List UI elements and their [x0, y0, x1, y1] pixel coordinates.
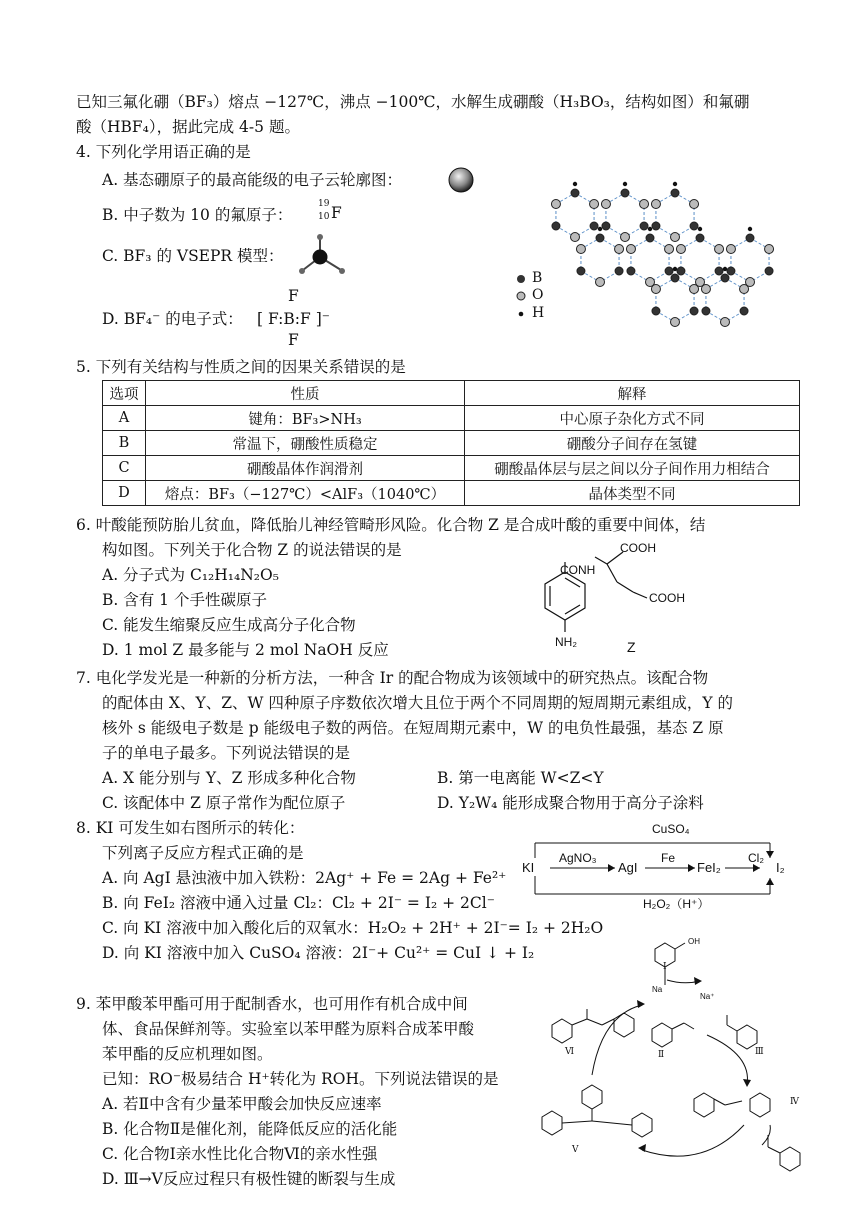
boron-atom: [652, 307, 660, 315]
hydrogen-bond-ring: [581, 238, 619, 282]
q4-stem: 4. 下列化学用语正确的是: [76, 143, 251, 161]
boron-atom: [702, 307, 710, 315]
oxygen-atom: [740, 285, 749, 294]
hydrogen-atom: [648, 227, 652, 231]
oxygen-atom: [640, 200, 649, 209]
boron-atom: [577, 267, 585, 275]
boron-atom: [602, 222, 610, 230]
table-cell: B: [103, 431, 146, 456]
oxygen-atom: [651, 285, 660, 294]
oxygen-atom: [715, 245, 724, 254]
table-header-row: [103, 381, 800, 406]
legend-h: H: [532, 305, 545, 321]
q8-option-a: A. 向 AgI 悬浊液中加入铁粉：2Ag⁺ + Fe = 2Ag + Fe²⁺: [102, 869, 507, 887]
boron-atom: [590, 222, 598, 230]
boron-atom: [571, 189, 579, 197]
boron-atom: [552, 222, 560, 230]
oxygen-atom: [671, 233, 680, 242]
boron-atom: [646, 234, 654, 242]
q4-b-atomic-number: 10: [318, 212, 330, 222]
boron-atom: [690, 307, 698, 315]
hydrogen-bond-ring: [631, 238, 669, 282]
q7-option-a: A. X 能分别与 Y、Z 形成多种化合物: [102, 769, 356, 787]
q4-b-symbol: F: [331, 204, 342, 222]
q9-stem-3: 苯甲酯的反应机理如图。: [102, 1045, 273, 1063]
legend-markers: [515, 272, 529, 322]
compound-label-iii: Ⅲ: [755, 1047, 764, 1057]
boron-atom: [640, 222, 648, 230]
oxygen-atom: [721, 318, 730, 327]
table-row: [103, 481, 800, 506]
boron-atom: [671, 274, 679, 282]
table-cell: 键角：BF₃>NH₃: [146, 406, 465, 431]
q8-arrow-label: AgNO₃: [559, 851, 597, 865]
oxygen-atom: [621, 233, 630, 242]
q8-option-c: C. 向 KI 溶液中加入酸化后的双氧水：H₂O₂ + 2H⁺ + 2I⁻= I₂ + 2H₂O: [102, 919, 604, 937]
oxygen-atom: [690, 285, 699, 294]
q8-arrow-label: Cl₂: [748, 851, 764, 865]
oxygen-atom: [596, 278, 605, 287]
oxygen-atom: [601, 200, 610, 209]
q4-option-b: B. 中子数为 10 的氟原子：: [102, 206, 293, 224]
q4-option-d: D. BF₄⁻ 的电子式：: [102, 310, 243, 328]
q8-arrow-label: Fe: [661, 851, 676, 865]
q9-stem-2: 体、食品保鲜剂等。实验室以苯甲醛为原料合成苯甲酸: [102, 1020, 475, 1038]
boron-atom: [727, 267, 735, 275]
hydrogen-atom: [673, 267, 677, 271]
q4-option-c: C. BF₃ 的 VSEPR 模型：: [102, 247, 284, 265]
boron-atom: [696, 234, 704, 242]
compound-label-vi: Ⅵ: [565, 1047, 575, 1057]
q4-option-a: A. 基态硼原子的最高能级的电子云轮廓图：: [102, 171, 403, 189]
legend-b: B: [532, 270, 543, 286]
q6-option-a: A. 分子式为 C₁₂H₁₄N₂O₅: [102, 566, 279, 584]
q8-node-i2: I₂: [776, 860, 785, 875]
q9-stem-1: 9. 苯甲酸苯甲酯可用于配制香水，也可用作有机合成中间: [76, 995, 468, 1013]
vsepr-model-icon: [295, 230, 355, 280]
oxygen-atom: [701, 285, 710, 294]
oxygen-atom: [590, 200, 599, 209]
q4-d-formula: [ F:B:F ]⁻: [257, 310, 330, 328]
z-cooh-top: COOH: [620, 541, 656, 555]
z-label: Z: [627, 639, 636, 655]
sphere-orbital-icon: [448, 167, 476, 193]
hydrogen-bond-ring: [656, 193, 694, 237]
q8-option-b: B. 向 FeI₂ 溶液中通入过量 Cl₂：Cl₂ + 2I⁻ = I₂ + 2Cl⁻: [102, 894, 495, 912]
boron-atom: [615, 267, 623, 275]
q7-stem-4: 子的单电子最多。下列说法错误的是: [102, 744, 351, 762]
q6-option-c: C. 能发生缩聚反应生成高分子化合物: [102, 616, 356, 634]
q7-stem-1: 7. 电化学发光是一种新的分析方法，一种含 Ir 的配合物成为该领域中的研究热点。该配合物: [76, 669, 709, 687]
q8-stem-2: 下列离子反应方程式正确的是: [102, 844, 304, 862]
intro-line-2: 酸（HBF₄），据此完成 4-5 题。: [76, 118, 300, 136]
oxygen-atom: [765, 245, 774, 254]
table-row: [103, 406, 800, 431]
boron-atom: [621, 189, 629, 197]
q5-table: [102, 380, 800, 506]
boron-atom: [665, 267, 673, 275]
legend-o: O: [532, 287, 544, 303]
oxygen-atom: [576, 245, 585, 254]
q8-node-fei2: FeI₂: [697, 860, 721, 875]
boron-atom: [740, 307, 748, 315]
oxygen-atom: [615, 245, 624, 254]
q8-node-agi: AgI: [618, 860, 638, 875]
compound-label-ii: Ⅱ: [658, 1050, 665, 1060]
q7-stem-3: 核外 s 能级电子数是 p 能级电子数的两倍。在短周期元素中，W 的电负性最强，基态 Z 原: [102, 719, 724, 737]
compound-label-iv: Ⅳ: [790, 1097, 799, 1107]
hydrogen-atom: [748, 227, 752, 231]
q9-oh-label: OH: [688, 937, 700, 946]
q6-stem-2: 构如图。下列关于化合物 Z 的说法错误的是: [102, 541, 402, 559]
boron-atom: [652, 222, 660, 230]
q8-diagram-bottom: H₂O₂（H⁺）: [643, 897, 710, 911]
oxygen-atom: [626, 245, 635, 254]
q8-node-ki: KI: [522, 860, 535, 875]
q5-stem: 5. 下列有关结构与性质之间的因果关系错误的是: [76, 358, 406, 376]
q6-option-d: D. 1 mol Z 最多能与 2 mol NaOH 反应: [102, 641, 389, 659]
table-header: 选项: [103, 381, 146, 406]
table-cell: 晶体类型不同: [465, 481, 800, 506]
table-cell: D: [103, 481, 146, 506]
boron-atom: [671, 189, 679, 197]
table-cell: C: [103, 456, 146, 481]
oxygen-atom: [651, 200, 660, 209]
table-cell: A: [103, 406, 146, 431]
q9-stem-4: 已知：RO⁻极易结合 H⁺转化为 ROH。下列说法错误的是: [102, 1070, 499, 1088]
table-cell: 熔点：BF₃（−127℃）<AlF₃（1040℃）: [146, 481, 465, 506]
table-row: [103, 431, 800, 456]
boron-atom: [765, 267, 773, 275]
boron-atom: [596, 234, 604, 242]
z-nh2: NH₂: [555, 635, 577, 649]
hydrogen-atom: [698, 227, 702, 231]
hydrogen-atom: [623, 182, 627, 186]
q8-diagram-top: CuSO₄: [652, 822, 690, 836]
benzyl-benzoate-mechanism: [532, 935, 817, 1175]
q7-option-c: C. 该配体中 Z 原子常作为配位原子: [102, 794, 346, 812]
hydrogen-bond-ring: [731, 238, 769, 282]
q9-option-a: A. 若Ⅱ中含有少量苯甲酸会加快反应速率: [102, 1095, 382, 1113]
q9-na-label: Na: [652, 985, 663, 994]
q8-stem-1: 8. KI 可发生如右图所示的转化：: [76, 819, 305, 837]
z-cooh-bottom: COOH: [649, 591, 685, 605]
hydrogen-atom: [673, 182, 677, 186]
boron-atom: [721, 274, 729, 282]
table-cell: 中心原子杂化方式不同: [465, 406, 800, 431]
q4-d-bottom-f: F: [288, 331, 299, 349]
table-row: [103, 456, 800, 481]
boron-atom: [746, 234, 754, 242]
boron-atom: [690, 222, 698, 230]
table-header: 性质: [146, 381, 465, 406]
q9-option-b: B. 化合物Ⅱ是催化剂，能降低反应的活化能: [102, 1120, 398, 1138]
compound-label-i: Ⅰ: [663, 962, 667, 972]
boron-atom: [715, 267, 723, 275]
table-cell: 硼酸晶体层与层之间以分子间作用力相结合: [465, 456, 800, 481]
q6-option-b: B. 含有 1 个手性碳原子: [102, 591, 267, 609]
q7-option-b: B. 第一电离能 W<Z<Y: [437, 769, 604, 787]
oxygen-atom: [665, 245, 674, 254]
q9-na-plus-label: Na⁺: [700, 992, 715, 1001]
boron-atom: [677, 267, 685, 275]
hydrogen-atom: [723, 267, 727, 271]
q6-stem-1: 6. 叶酸能预防胎儿贫血，降低胎儿神经管畸形风险。化合物 Z 是合成叶酸的重要中间体，结: [76, 516, 706, 534]
oxygen-atom: [726, 245, 735, 254]
table-cell: 硼酸分子间存在氢键: [465, 431, 800, 456]
hydrogen-bond-ring: [681, 238, 719, 282]
q8-option-d: D. 向 KI 溶液中加入 CuSO₄ 溶液：2I⁻+ Cu²⁺ = CuI ↓ + I₂: [102, 944, 535, 962]
oxygen-atom: [690, 200, 699, 209]
boron-atom: [627, 267, 635, 275]
hydrogen-bond-ring: [656, 278, 694, 322]
oxygen-atom: [571, 233, 580, 242]
q9-option-d: D. Ⅲ→Ⅴ反应过程只有极性键的断裂与生成: [102, 1170, 396, 1188]
hydrogen-bond-ring: [556, 193, 594, 237]
oxygen-atom: [676, 245, 685, 254]
q7-stem-2: 的配体由 X、Y、Z、W 四种原子序数依次增大且位于两个不同周期的短周期元素组成，Y 的: [102, 694, 733, 712]
hydrogen-bond-ring: [606, 193, 644, 237]
table-header: 解释: [465, 381, 800, 406]
compound-label-v: Ⅴ: [572, 1145, 579, 1155]
q9-option-c: C. 化合物Ⅰ亲水性比化合物Ⅵ的亲水性强: [102, 1145, 378, 1163]
hydrogen-atom: [573, 182, 577, 186]
z-conh: CONH: [560, 563, 596, 577]
q4-b-mass-number: 19: [318, 199, 330, 209]
q4-d-top-f: F: [288, 287, 299, 305]
q7-option-d: D. Y₂W₄ 能形成聚合物用于高分子涂料: [437, 794, 704, 812]
hydrogen-bond-ring: [706, 278, 744, 322]
oxygen-atom: [671, 318, 680, 327]
table-cell: 硼酸晶体作润滑剂: [146, 456, 465, 481]
table-cell: 常温下，硼酸性质稳定: [146, 431, 465, 456]
boric-acid-structure: [515, 175, 800, 335]
hydrogen-atom: [598, 227, 602, 231]
oxygen-atom: [551, 200, 560, 209]
intro-line-1: 已知三氟化硼（BF₃）熔点 −127℃，沸点 −100℃，水解生成硼酸（H₃BO₃，结构如图）和氟硼: [76, 93, 750, 111]
